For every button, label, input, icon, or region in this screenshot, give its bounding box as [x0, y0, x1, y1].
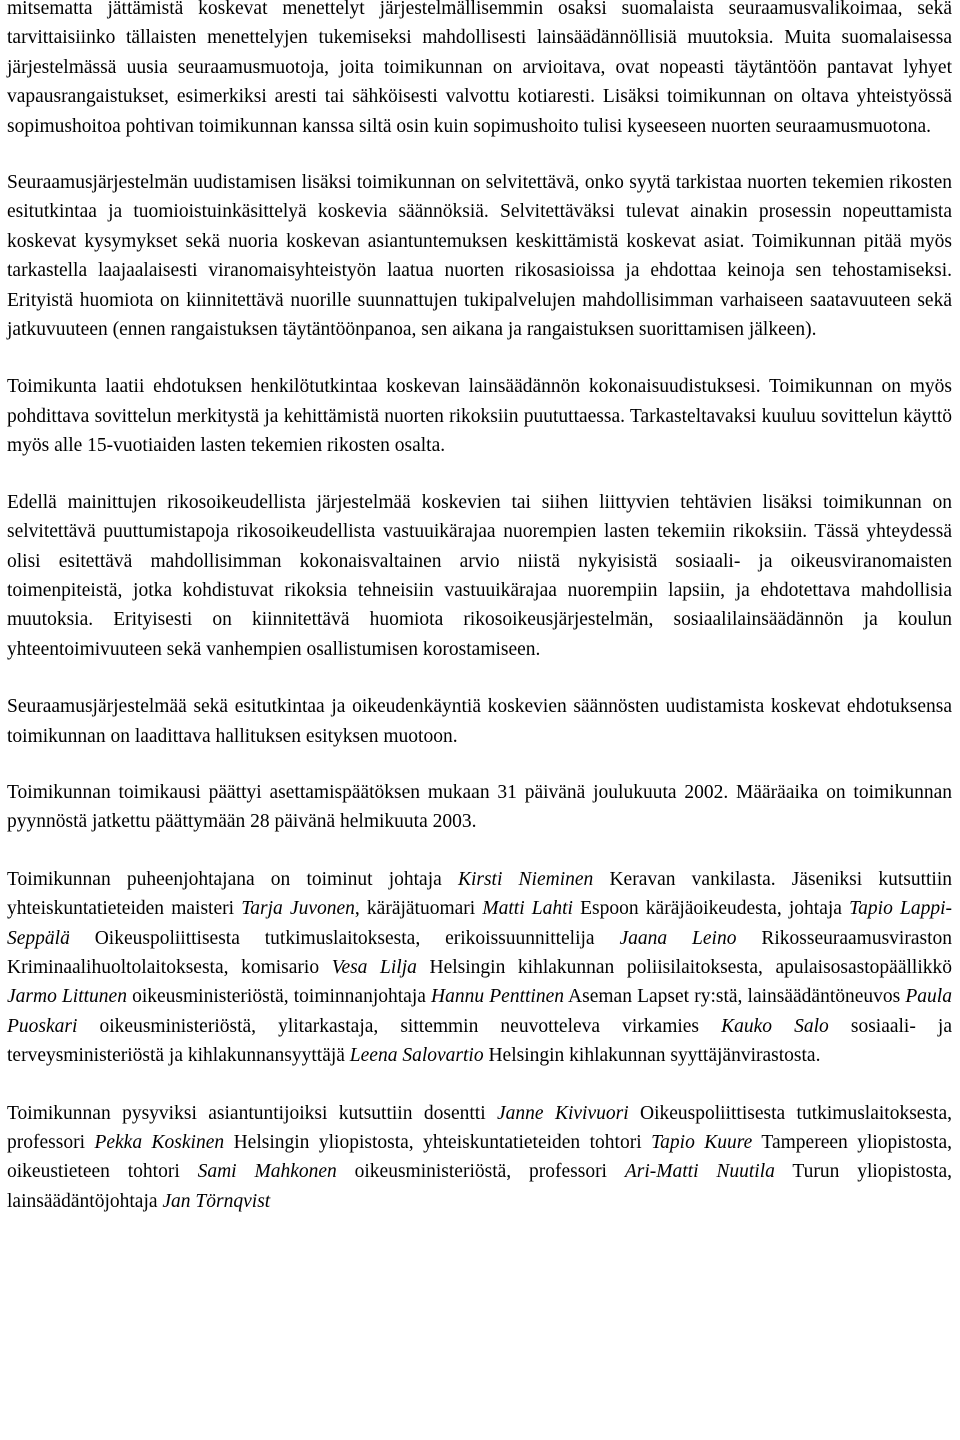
member-name: Hannu Penttinen: [431, 986, 564, 1008]
member-name: Paula Puoskari: [7, 986, 952, 1037]
text-run: oikeusministeriöstä, professori: [336, 1161, 625, 1183]
text-run: Edellä mainittujen rikosoikeudellista järjestelmää koskevien tai siihen liittyvien tehtävien lisäksi toimikunnan on selvitettävä puuttumistapoja rikosoikeudellista vastuuikärajaa nuorempien lasten tekemiin rikoksiin. Tässä yhteydessä olisi esitettävä mahdollisimman kokonaisvaltainen arvio niistä nykyisistä sosiaali- ja oikeusviranomaisten toimenpiteistä, jotka kohdistuvat rikoksia tehneisiin vastuuikärajaa nuorempiin lapsiin, ja ehdotettava mahdollisia muutoksia. Erityisesti on kiinnitettävä huomiota rikosoikeusjärjestelmän, sosiaalilainsäädännön ja koulun yhteentoimivuuteen sekä vanhempien osallistumisen korostamiseen.: [7, 491, 952, 660]
member-name: Jaana Leino: [619, 927, 737, 949]
text-run: , käräjätuomari: [354, 898, 483, 920]
text-run: Toimikunnan toimikausi päättyi asettamispäätöksen mukaan 31 päivänä joulukuuta 2002. Määräaika on toimikunnan pyynnöstä jatkettu päättymään 28 päivänä helmikuuta 2003.: [7, 781, 952, 833]
expert-name: Janne Kivivuori: [497, 1102, 629, 1124]
text-run: Keravan vankilasta. Jäseniksi kutsuttiin yhteiskuntatieteiden maisteri: [7, 868, 953, 920]
expert-name: Tapio Kuure: [651, 1132, 753, 1153]
text-run: mitsematta jättämistä koskevat menettelyt järjestelmällisemmin osaksi suomalaista seuraamusvalikoimaa, sekä tarvittaisiinko tällaisten menettelyjen tukemiseksi mahdollisesti lainsäädännöllisiä muutoksia. Muita suomalaisessa järjestelmässä uusia seuraamusmuotoja, joita toimikunnan on arvioitava, ovat nopeasti täytäntöön pantavat lyhyet vapausrangaistukset, esimerkiksi aresti tai sähköisesti valvottu kotiaresti. Lisäksi toimikunnan on oltava yhteistyössä sopimushoitoa pohtivan toimikunnan kanssa siltä osin kuin sopimushoito tulisi kyseeseen nuorten seuraamusmuotona.: [7, 0, 952, 137]
text-run: Toimikunta laatii ehdotuksen henkilötutkintaa koskevan lainsäädännön kokonaisuudistuksesi. Toimikunnan on myös pohdittava sovittelun merkitystä ja kehittämistä nuorten rikoksiin puututtaessa. Tarkasteltavaksi kuuluu sovittelun käyttö myös alle 15-vuotiaiden lasten tekemien rikosten osalta.: [7, 376, 952, 457]
expert-name: Pekka Koskinen: [94, 1132, 225, 1153]
paragraph-under-age-offenders: [7, 488, 952, 664]
paragraph-sanction-system-reform: [7, 168, 952, 344]
text-run: Oikeuspoliittisesta tutkimuslaitoksesta, erikoissuunnittelija: [69, 927, 620, 949]
member-name: Matti Lahti: [482, 898, 573, 920]
member-name: Kauko Salo: [721, 1015, 829, 1037]
text-run: Toimikunnan puheenjohtajana on toiminut johtaja: [7, 868, 458, 890]
text-run: Helsingin kihlakunnan poliisilaitoksesta, apulaisosastopäällikkö: [416, 956, 952, 978]
text-run: sosiaali- ja terveysministeriöstä ja kihlakunnansyyttäjä: [7, 1015, 952, 1067]
text-run: Turun yliopistosta, lainsäädäntöjohtaja: [7, 1161, 952, 1212]
text-run: oikeusministeriöstä, toiminnanjohtaja: [126, 986, 432, 1008]
expert-name: Jan Törnqvist: [162, 1190, 271, 1212]
text-run: Toimikunnan pysyviksi asiantuntijoiksi kutsuttiin dosentti: [7, 1102, 497, 1124]
expert-name: Ari-Matti Nuutila: [624, 1161, 775, 1183]
paragraph-sanctions-intro: [7, 0, 952, 141]
member-name: Leena Salovartio: [349, 1045, 484, 1067]
member-name: Jarmo Littunen: [7, 986, 127, 1008]
text-run: Helsingin kihlakunnan syyttäjänvirastosta.: [483, 1045, 821, 1067]
text-run: Aseman Lapset ry:stä, lainsäädäntöneuvos: [564, 986, 906, 1008]
paragraph-personal-investigation: [7, 372, 952, 460]
member-name: Tarja Juvonen: [241, 898, 355, 920]
text-run: Helsingin yliopistosta, yhteiskuntatieteiden tohtori: [224, 1132, 652, 1153]
text-run: Espoon käräjäoikeudesta, johtaja: [572, 898, 850, 920]
expert-name: Sami Mahkonen: [197, 1161, 337, 1183]
paragraph-committee-members: [7, 865, 952, 1071]
member-name: Kirsti Nieminen: [457, 868, 594, 890]
paragraph-term-of-office: [7, 778, 952, 837]
member-name: Vesa Lilja: [331, 956, 417, 978]
text-run: Tampereen yliopistosta, oikeustieteen tohtori: [7, 1132, 953, 1183]
text-run: Rikosseuraamusviraston Kriminaalihuoltolaitoksesta, komisario: [7, 927, 952, 978]
paragraph-permanent-experts: [7, 1099, 952, 1217]
text-run: oikeusministeriöstä, ylitarkastaja, sittemmin neuvotteleva virkamies: [77, 1015, 722, 1037]
member-name: Tapio Lappi-Seppälä: [7, 898, 952, 949]
text-run: Oikeuspoliittisesta tutkimuslaitoksesta, professori: [7, 1102, 952, 1153]
text-run: Seuraamusjärjestelmän uudistamisen lisäksi toimikunnan on selvitettävä, onko syytä tarkistaa nuorten tekemien rikosten esitutkintaa ja tuomioistuinkäsittelyä koskevia säännöksiä. Selvitettäväksi tulevat ainakin prosessin nopeuttamista koskevat kysymykset sekä nuoria koskevan asiantuntemuksen keskittämistä koskevat asiat. Toimikunnan pitää myös tarkastella laajaalaisesti viranomaisyhteistyön laatua nuorten rikosasioissa ja ehdottaa keinoja sen tehostamiseksi. Erityistä huomiota on kiinnitettävä nuorille suunnattujen tukipalvelujen mahdollisimman varhaiseen saatavuuteen sekä jatkuvuuteen (ennen rangaistuksen täytäntöönpanoa, sen aikana ja rangaistuksen suorittamisen jälkeen).: [7, 172, 952, 341]
text-run: Seuraamusjärjestelmää sekä esitutkintaa ja oikeudenkäyntiä koskevien säännösten uudistamista koskevat ehdotuksensa toimikunnan on laadittava hallituksen esityksen muotoon.: [7, 696, 952, 747]
paragraph-government-proposal-form: [7, 692, 952, 751]
